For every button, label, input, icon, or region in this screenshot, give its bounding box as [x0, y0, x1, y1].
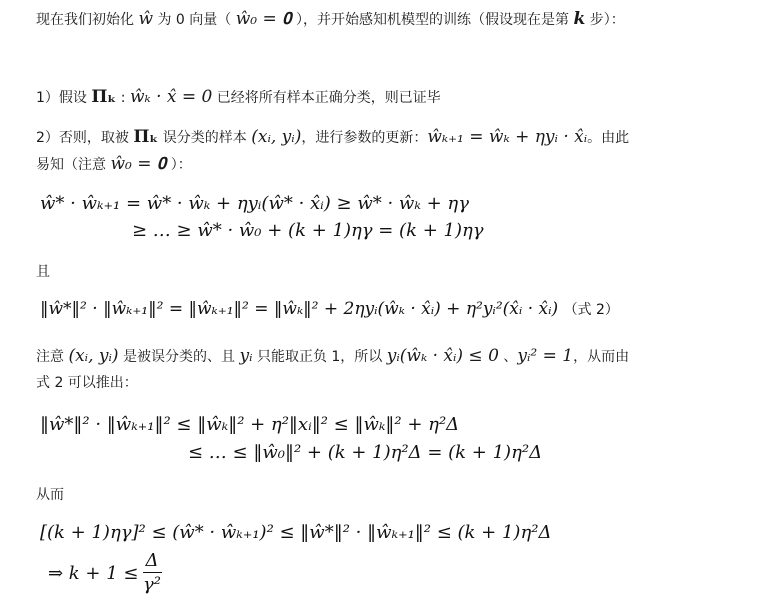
intro-text-b: 为 0 向量（	[153, 12, 236, 28]
w0-zero-formula: ŵ₀ = 𝟎	[110, 154, 167, 174]
fraction-denominator: γ²	[143, 574, 161, 595]
case2-line	[36, 126, 629, 149]
equation-2-body: ‖ŵ*‖² · ‖ŵₖ₊₁‖² = ‖ŵₖ₊₁‖² = ‖ŵₖ‖² + 2ηyᵢ(ŵₖ · x̂ᵢ) + η²yᵢ²(x̂ᵢ · x̂ᵢ)	[40, 299, 559, 319]
inequality-formula: yᵢ(ŵₖ · x̂ᵢ) ≤ 0	[386, 346, 499, 366]
intro-text-d: 步）：	[585, 12, 625, 28]
equation-1-line-2: ≥ … ≥ ŵ* · ŵ₀ + (k + 1)ηγ = (k + 1)ηγ	[132, 220, 484, 241]
case2-text-c: ，进行参数的更新：	[301, 130, 428, 146]
note-line	[36, 345, 629, 368]
note-text-b: 是被误分类的、且	[118, 349, 240, 365]
case1-text-a: 1）假设	[36, 90, 92, 106]
square-formula: yᵢ² = 1	[517, 346, 574, 366]
equation-3-line-2: ≤ … ≤ ‖ŵ₀‖² + (k + 1)η²Δ = (k + 1)η²Δ	[188, 442, 543, 463]
equation-4-line-2	[48, 551, 162, 596]
equation-4-line-1: [(k + 1)ηγ]² ≤ (ŵ* · ŵₖ₊₁)² ≤ ‖ŵ*‖² · ‖ŵₖ₊₁‖² ≤ (k + 1)η²Δ	[40, 522, 552, 543]
fraction-numerator: Δ	[143, 551, 162, 573]
sample-formula: (xᵢ, yᵢ)	[251, 127, 302, 147]
case1-text-b: :	[116, 90, 130, 106]
case2-text-b: 误分类的样本	[158, 130, 252, 146]
case2-line2-a: 易知（注意	[36, 157, 111, 173]
w0-zero-formula: ŵ₀ = 𝟎	[235, 9, 292, 29]
equation-2	[40, 299, 619, 319]
implies-lhs: ⇒ k + 1 ≤	[48, 563, 139, 584]
note-text-c: 只能取正负 1，所以	[252, 349, 387, 365]
case2-line2-b: ）：	[166, 157, 192, 173]
yi-symbol: yᵢ	[239, 346, 253, 366]
thus-label: 从而	[36, 487, 64, 503]
case2-line-2	[36, 153, 192, 176]
intro-text-c: ），并开始感知机模型的训练（假设现在是第	[291, 12, 574, 28]
case2-text-d: 。由此	[587, 130, 630, 146]
k-symbol: k	[573, 9, 586, 29]
case1-condition-formula: ŵₖ · x̂ = 0	[129, 87, 213, 107]
case2-text-a: 2）否则，取被	[36, 130, 134, 146]
equation-3-line-1: ‖ŵ*‖² · ‖ŵₖ₊₁‖² ≤ ‖ŵₖ‖² + η²‖xᵢ‖² ≤ ‖ŵₖ‖² + η²Δ	[40, 414, 460, 435]
note-line-2: 式 2 可以推出：	[36, 375, 138, 391]
fraction	[143, 551, 162, 596]
note-text-d: 、	[498, 349, 518, 365]
and-label: 且	[36, 264, 50, 280]
pi-k-symbol: Πₖ	[133, 127, 159, 147]
case1-text-c: 已经将所有样本正确分类，则已证毕	[212, 90, 441, 106]
equation-2-tag: （式 2）	[563, 302, 619, 318]
note-text-e: ，从而由	[573, 349, 630, 365]
equation-1-line-1: ŵ* · ŵₖ₊₁ = ŵ* · ŵₖ + ηyᵢ(ŵ* · x̂ᵢ) ≥ ŵ* · ŵₖ + ηγ	[40, 193, 469, 214]
update-formula: ŵₖ₊₁ = ŵₖ + ηyᵢ · x̂ᵢ	[427, 127, 588, 147]
sample-formula: (xᵢ, yᵢ)	[68, 346, 119, 366]
pi-k-symbol: Πₖ	[91, 87, 117, 107]
intro-line	[36, 8, 625, 31]
note-text-a: 注意	[36, 349, 69, 365]
w-hat-symbol: ŵ	[138, 9, 154, 29]
case1-line	[36, 86, 441, 109]
intro-text-a: 现在我们初始化	[36, 12, 139, 28]
